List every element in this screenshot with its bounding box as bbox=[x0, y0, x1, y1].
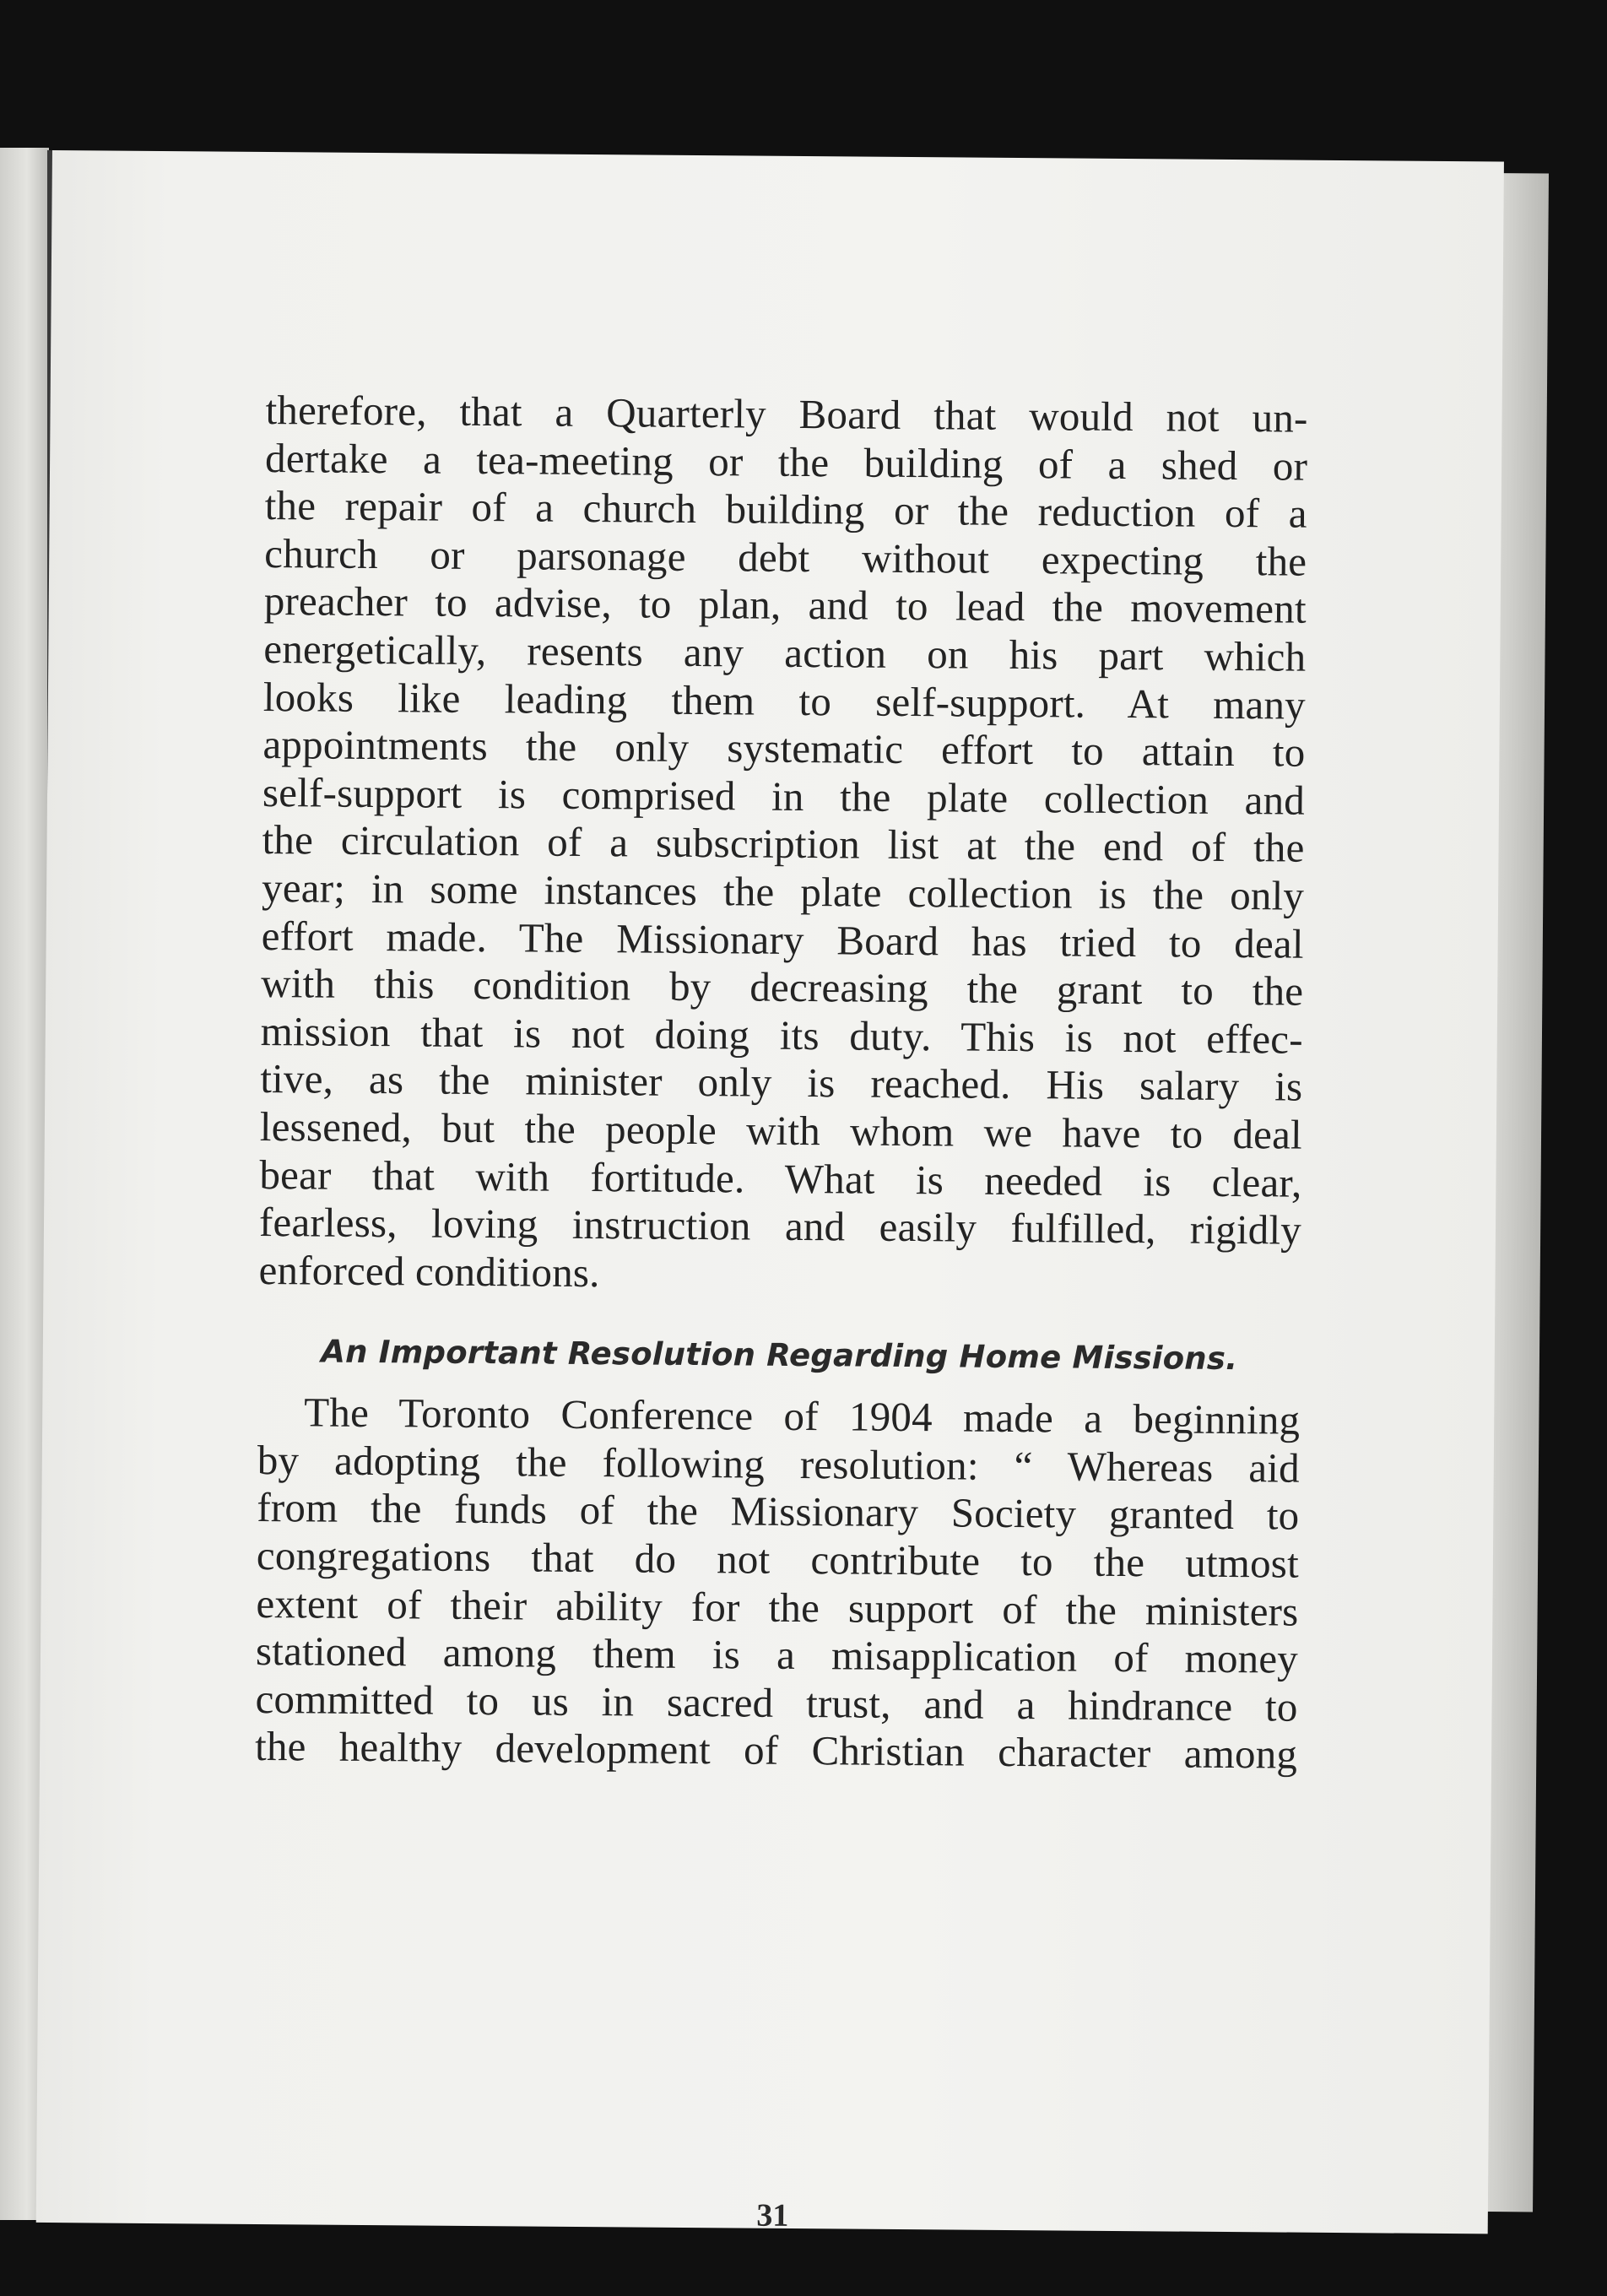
text-line: extent of their ability for the support of the ministers bbox=[256, 1579, 1299, 1635]
text-line: looks like leading them to self-support. At many bbox=[262, 673, 1307, 728]
text-line-last: enforced conditions. bbox=[258, 1246, 600, 1296]
text-line: dertake a tea-meeting or the building of a shed or bbox=[264, 434, 1308, 490]
text-line: mission that is not doing its duty. This is not effec- bbox=[260, 1007, 1303, 1063]
text-line: church or parsonage debt without expecting the bbox=[264, 529, 1307, 585]
text-line: therefore, that a Quarterly Board that would not un- bbox=[265, 386, 1308, 441]
text-line: committed to us in sacred trust, and a hindrance to bbox=[255, 1675, 1298, 1730]
paragraph-1 bbox=[258, 387, 1307, 1302]
text-line: lessened, but the people with whom we have to deal bbox=[259, 1102, 1303, 1158]
text-line: effort made. The Missionary Board has tried to deal bbox=[261, 912, 1304, 967]
page-number: 31 bbox=[756, 2197, 789, 2234]
text-line: from the funds of the Missionary Society granted to bbox=[257, 1484, 1300, 1540]
text-line: energetically, resents any action on his part which bbox=[263, 625, 1307, 680]
text-line: the repair of a church building or the reduction of a bbox=[264, 482, 1307, 537]
text-line: preacher to advise, to plan, and to lead the movement bbox=[263, 577, 1307, 633]
text-line: the circulation of a subscription list at the end of the bbox=[262, 816, 1305, 872]
text-line: tive, as the minister only is reached. His salary is bbox=[260, 1055, 1303, 1110]
text-line: bear that with fortitude. What is needed is clear, bbox=[259, 1151, 1302, 1206]
text-line: appointments the only systematic effort to attain to bbox=[262, 721, 1306, 776]
text-line: with this condition by decreasing the grant to the bbox=[261, 960, 1304, 1015]
page-text bbox=[254, 386, 1308, 2234]
text-line: self-support is comprised in the plate collection and bbox=[262, 768, 1306, 824]
text-line: by adopting the following resolution: “ Whereas aid bbox=[257, 1436, 1301, 1492]
text-line: fearless, loving instruction and easily fulfilled, rigidly bbox=[258, 1199, 1302, 1254]
book-page bbox=[36, 150, 1504, 2234]
text-line: stationed among them is a misapplication of money bbox=[255, 1627, 1299, 1682]
text-line: congregations that do not contribute to the utmost bbox=[256, 1532, 1300, 1587]
text-line: The Toronto Conference of 1904 made a beginning bbox=[304, 1389, 1301, 1443]
text-line: the healthy development of Christian character among bbox=[254, 1723, 1298, 1779]
section-heading: An Important Resolution Regarding Home Missions. bbox=[321, 1333, 1238, 1378]
paragraph-2 bbox=[255, 1389, 1301, 1779]
text-line: year; in some instances the plate collection is the only bbox=[261, 864, 1305, 919]
